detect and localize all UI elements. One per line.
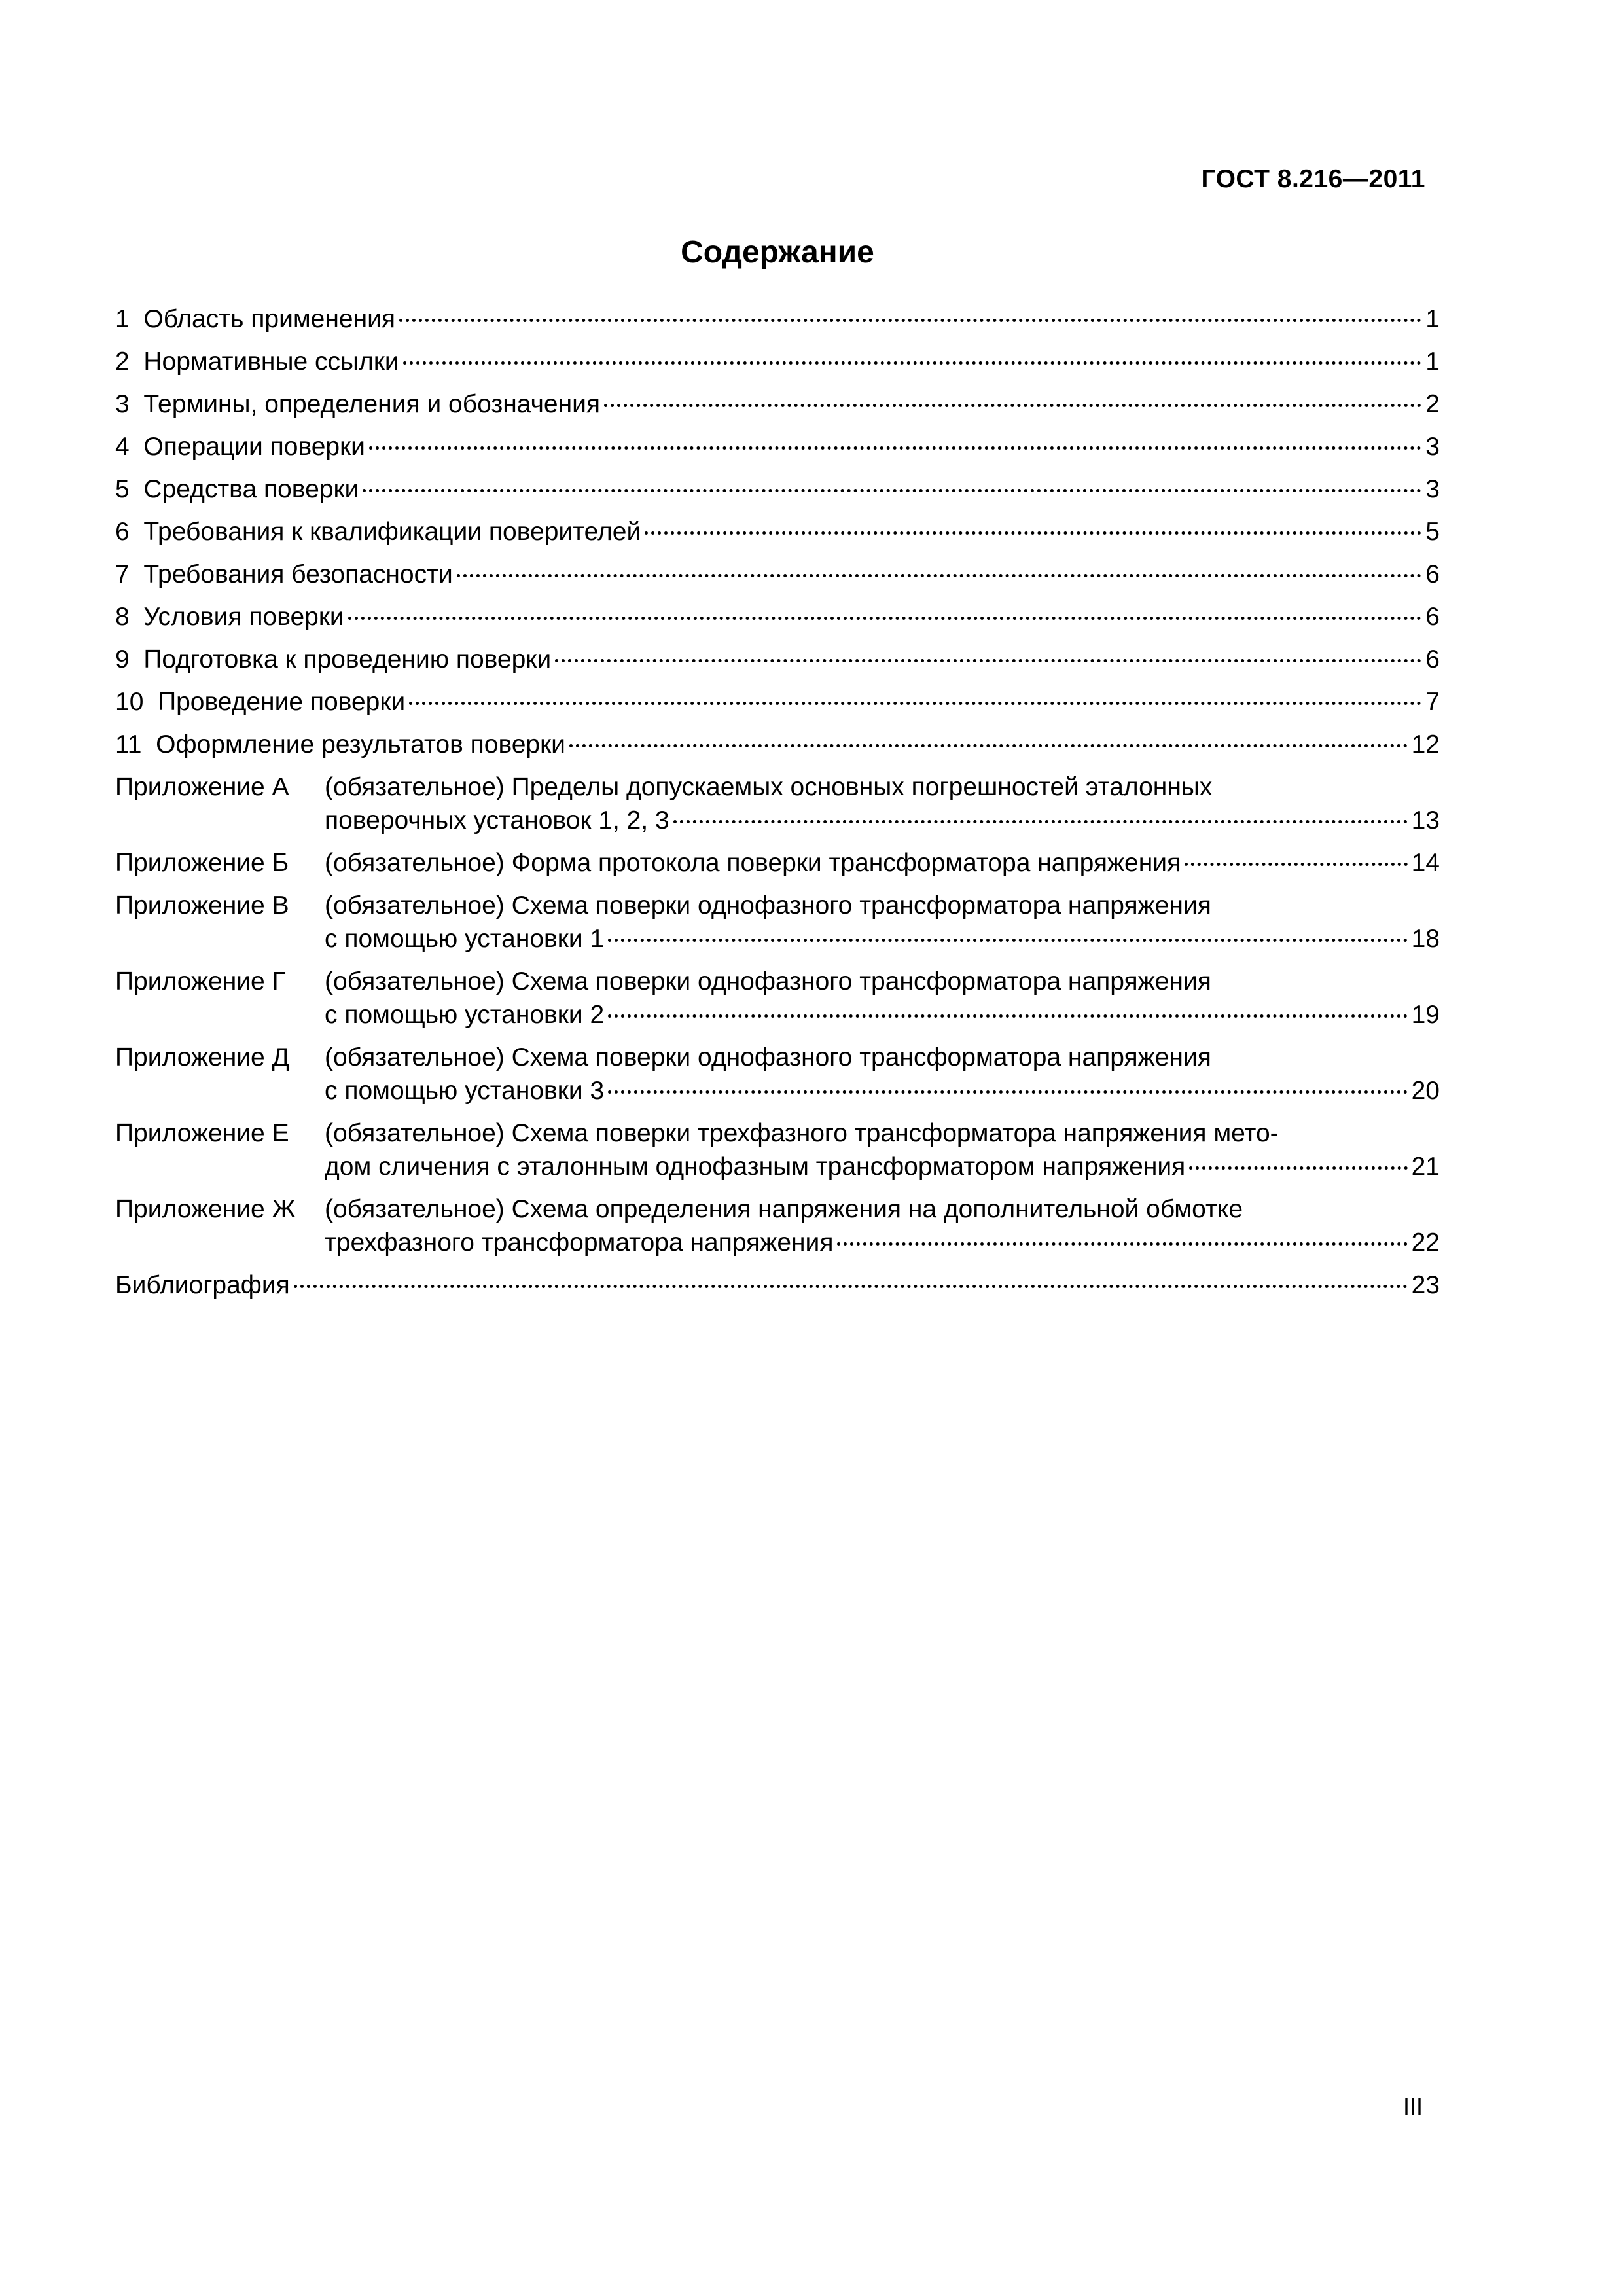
toc-text: Средства поверки [143,475,359,503]
toc-number: 4 [115,433,144,461]
toc-text: Подготовка к проведению поверки [143,645,552,673]
toc-page: 22 [1411,1229,1440,1257]
appendix-label: Приложение В [115,891,289,920]
leader-dots [457,574,1422,577]
toc-page: 12 [1411,730,1440,759]
toc-appendix-g[interactable] [115,965,1440,1031]
appendix-label: Приложение А [115,773,289,801]
toc-text: Требования к квалификации поверителей [143,518,641,546]
appendix-label: Приложение Д [115,1043,289,1071]
leader-dots [1185,863,1407,866]
toc-appendix-e[interactable] [115,1117,1440,1183]
toc-page: 23 [1411,1271,1440,1299]
leader-dots [604,404,1421,407]
toc-entry-4[interactable] [115,430,1440,463]
toc-number: 7 [115,560,144,588]
toc-appendix-v[interactable] [115,889,1440,956]
leader-dots [1189,1166,1407,1170]
leader-dots [409,702,1421,705]
appendix-title-line1: (обязательное) Схема поверки однофазного трансформатора напряжения [325,1043,1211,1071]
toc-page: 19 [1411,1001,1440,1029]
toc-number: 9 [115,645,144,673]
leader-dots [399,319,1421,322]
toc-text: Термины, определения и обозначения [143,390,601,418]
toc-text: Условия поверки [143,603,344,631]
appendix-title-line1: (обязательное) Схема поверки однофазного трансформатора напряжения [325,891,1211,920]
appendix-title-line1: (обязательное) Схема определения напряжения на дополнительной обмотке [325,1195,1243,1223]
leader-dots [608,939,1407,942]
toc-text: Библиография [115,1271,290,1299]
toc-page: 13 [1411,806,1440,834]
toc-text: Проведение поверки [158,688,406,716]
toc-text: Область применения [143,305,396,333]
toc-page: 6 [1425,603,1440,631]
leader-dots [294,1285,1408,1288]
appendix-title-line2: с помощью установки 3 [325,1077,605,1105]
toc-page: 6 [1425,645,1440,673]
toc-entry-8[interactable] [115,600,1440,634]
toc-entry-1[interactable] [115,302,1440,336]
toc-number: 8 [115,603,144,631]
toc-entry-2[interactable] [115,345,1440,378]
appendix-label: Приложение Е [115,1119,289,1147]
toc-page: 18 [1411,925,1440,953]
toc-page: 14 [1411,849,1440,877]
leader-dots [403,361,1422,365]
appendix-label: Приложение Г [115,967,286,996]
toc-entry-6[interactable] [115,515,1440,548]
toc-page: 6 [1425,560,1440,588]
leader-dots [363,489,1421,492]
toc-entry-9[interactable] [115,643,1440,676]
leader-dots [369,446,1421,450]
toc-page: 7 [1425,688,1440,716]
toc-bibliography[interactable] [115,1268,1440,1302]
leader-dots [837,1242,1407,1246]
table-of-contents [115,302,1440,1311]
toc-appendix-d[interactable] [115,1041,1440,1107]
leader-dots [348,617,1422,620]
toc-entry-3[interactable] [115,387,1440,421]
appendix-title-line2: трехфазного трансформатора напряжения [325,1229,834,1257]
toc-number: 6 [115,518,144,546]
toc-entry-7[interactable] [115,558,1440,591]
toc-number: 10 [115,688,158,716]
leader-dots [608,1014,1407,1018]
leader-dots [569,744,1408,747]
toc-text: Нормативные ссылки [143,348,399,376]
toc-text: Требования безопасности [143,560,453,588]
leader-dots [555,659,1421,662]
leader-dots [673,820,1408,823]
leader-dots [608,1090,1407,1094]
appendix-title-line1: (обязательное) Пределы допускаемых основных погрешностей эталонных [325,773,1213,801]
appendix-title-line1: (обязательное) Схема поверки трехфазного трансформатора напряжения мето- [325,1119,1279,1147]
appendix-label: Приложение Б [115,849,289,877]
toc-number: 1 [115,305,144,333]
toc-appendix-b[interactable] [115,846,1440,880]
document-header: ГОСТ 8.216—2011 [1201,165,1425,193]
appendix-title-line2: с помощью установки 2 [325,1001,605,1029]
toc-page: 5 [1425,518,1440,546]
appendix-title-line1: (обязательное) Схема поверки однофазного трансформатора напряжения [325,967,1211,996]
toc-appendix-zh[interactable] [115,1193,1440,1259]
appendix-label: Приложение Ж [115,1195,296,1223]
toc-page: 3 [1425,433,1440,461]
appendix-title: (обязательное) Форма протокола поверки трансформатора напряжения [325,849,1181,877]
toc-number: 11 [115,730,156,759]
appendix-title-line2: дом сличения с эталонным однофазным трансформатором напряжения [325,1153,1186,1181]
toc-page: 2 [1425,390,1440,418]
toc-page: 20 [1411,1077,1440,1105]
page-title: Содержание [681,235,874,270]
toc-entry-11[interactable] [115,728,1440,761]
toc-text: Оформление результатов поверки [156,730,565,759]
toc-text: Операции поверки [143,433,365,461]
appendix-title-line2: с помощью установки 1 [325,925,605,953]
toc-number: 3 [115,390,144,418]
toc-appendix-a[interactable] [115,770,1440,837]
toc-entry-10[interactable] [115,685,1440,719]
page-number: III [1402,2093,1423,2120]
toc-page: 1 [1425,305,1440,333]
leader-dots [645,531,1421,535]
appendix-title-line2: поверочных установок 1, 2, 3 [325,806,669,834]
toc-entry-5[interactable] [115,473,1440,506]
toc-number: 5 [115,475,144,503]
toc-page: 21 [1411,1153,1440,1181]
toc-page: 3 [1425,475,1440,503]
toc-number: 2 [115,348,144,376]
toc-page: 1 [1425,348,1440,376]
